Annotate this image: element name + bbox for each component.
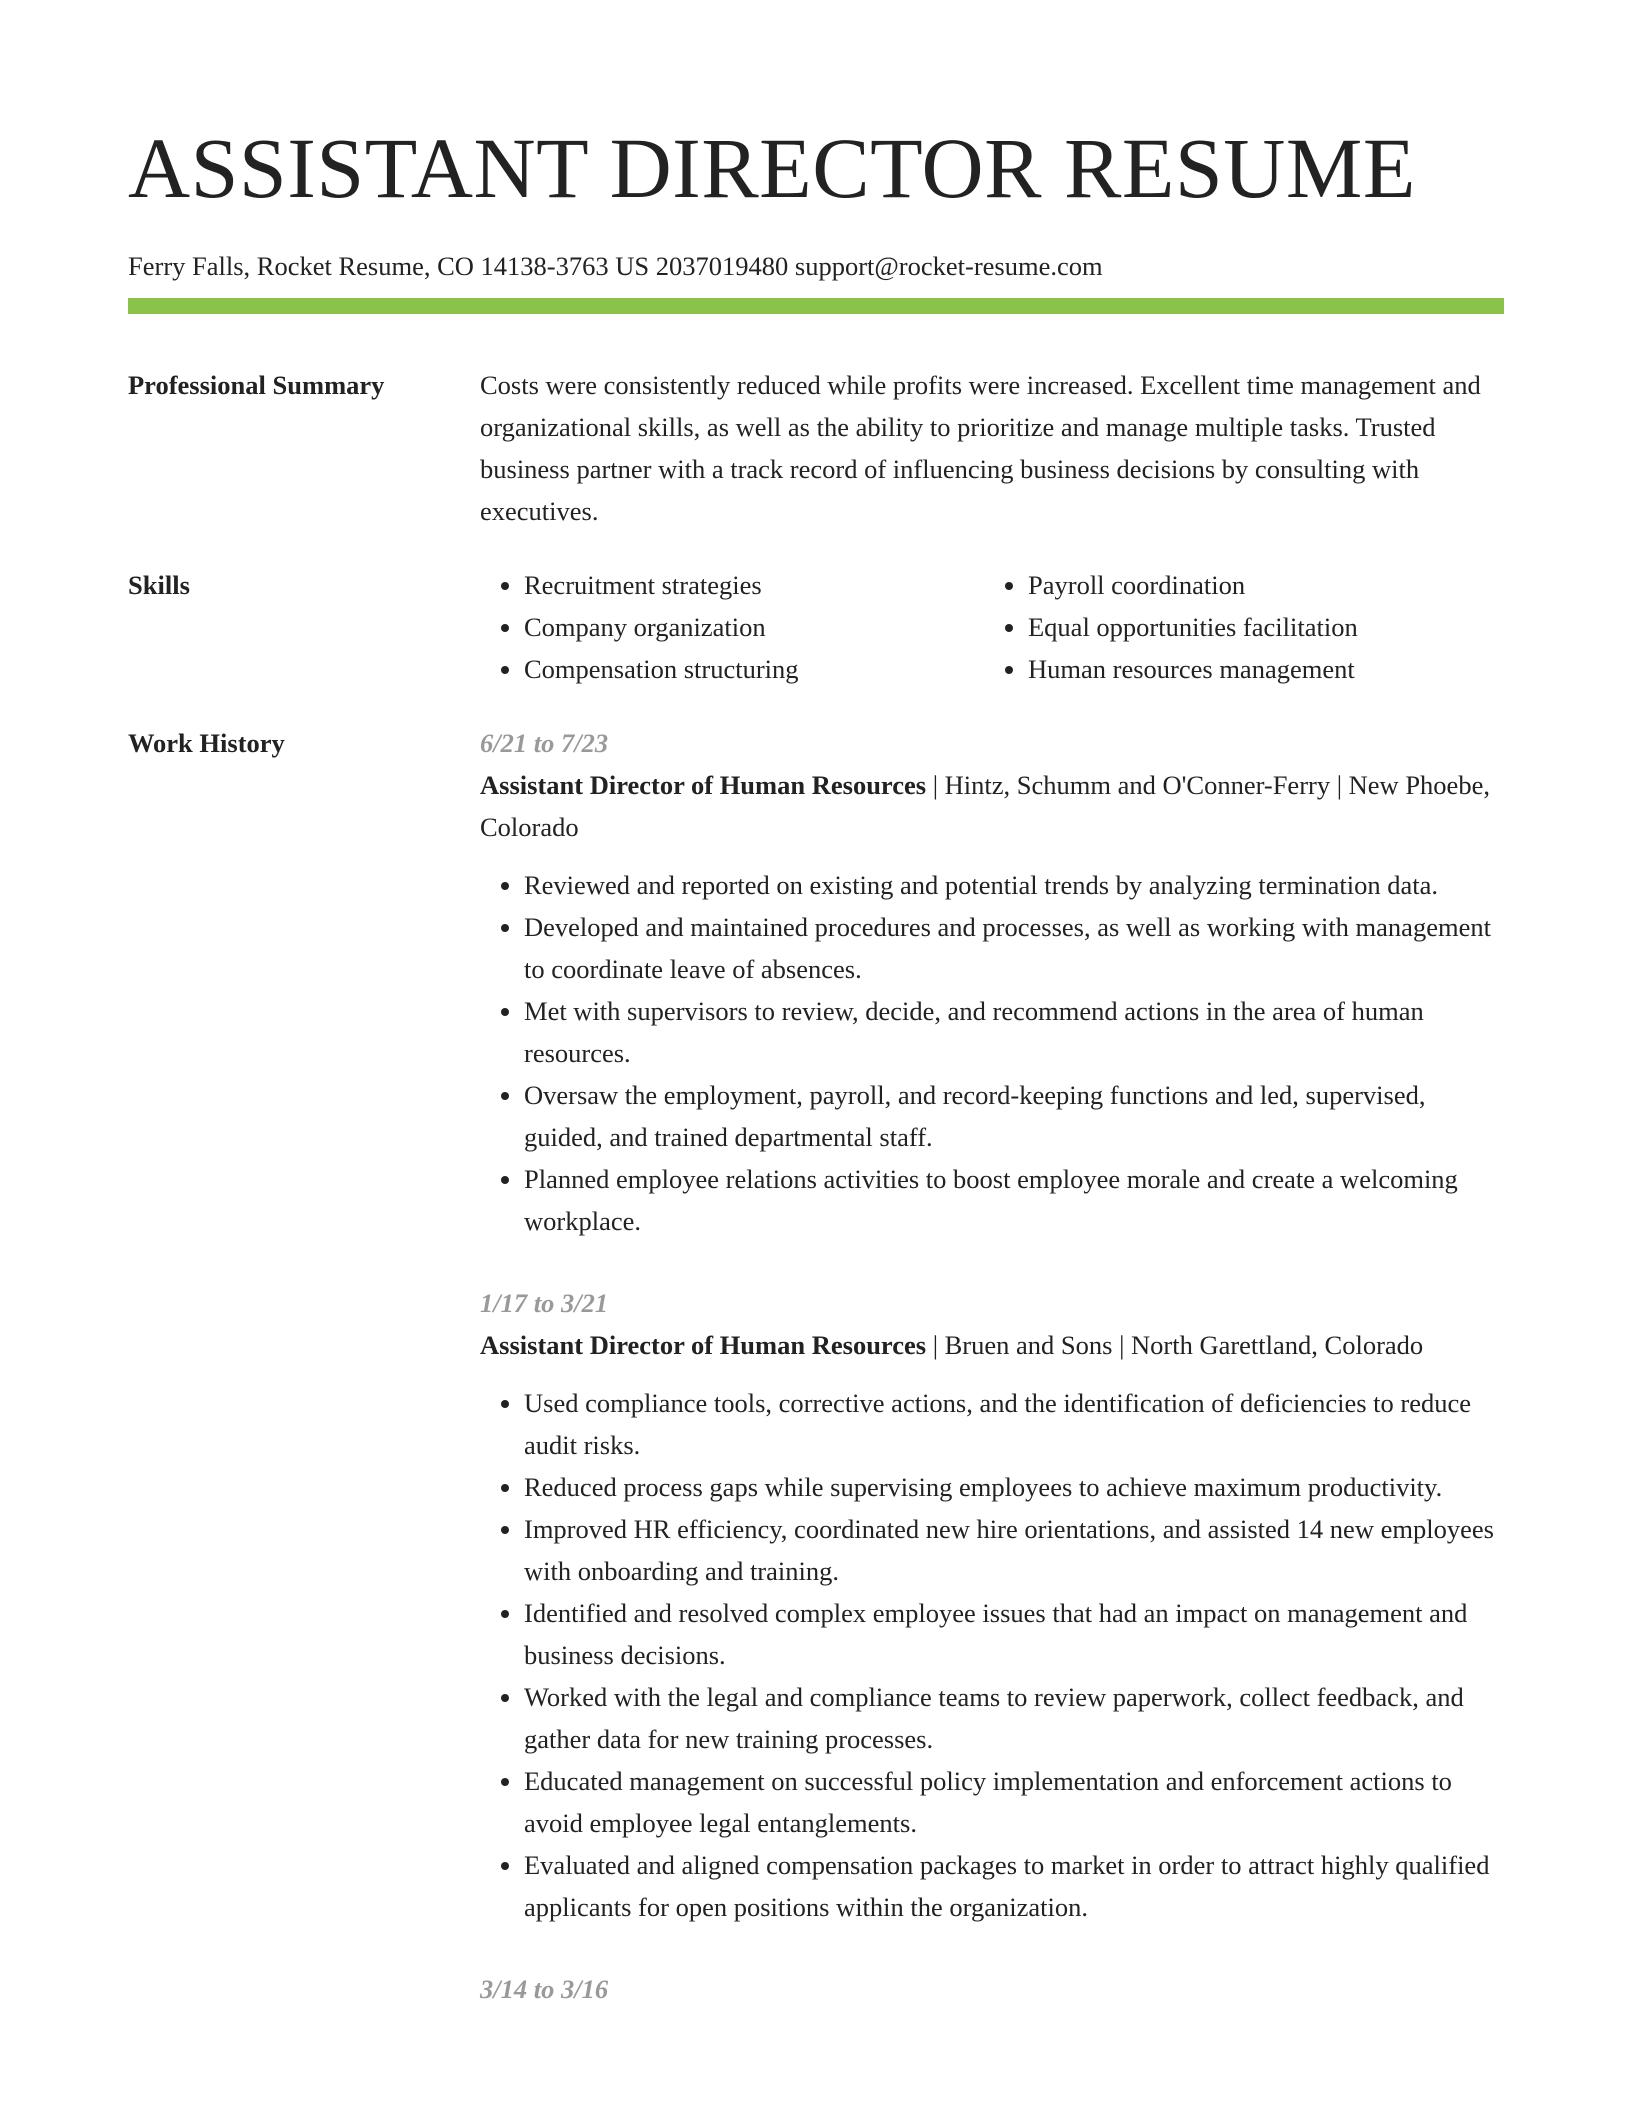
accent-divider xyxy=(128,298,1504,314)
job-bullet: • Evaluated and aligned compensation packages to market in order to attract highly qualified applicants for open positions within the organization. xyxy=(524,1844,1504,1928)
skill-item: • Recruitment strategies xyxy=(524,564,984,606)
section-heading: Work History xyxy=(128,728,285,758)
skills-list xyxy=(480,564,1504,690)
job-entry xyxy=(480,722,1504,1242)
job-header xyxy=(480,1324,1504,1366)
job-bullet: • Met with supervisors to review, decide, and recommend actions in the area of human resources. xyxy=(524,990,1504,1074)
skills-column-left xyxy=(480,564,984,690)
job-details: | Bruen and Sons | North Garettland, Colorado xyxy=(926,1330,1424,1360)
job-bullet: • Used compliance tools, corrective actions, and the identification of deficiencies to reduce audit risks. xyxy=(524,1382,1504,1466)
job-details: | Hintz, Schumm and O'Conner-Ferry | New Phoebe, Colorado xyxy=(480,770,1490,842)
summary-text: Costs were consistently reduced while profits were increased. Excellent time management and organizational skills, as well as the ability to prioritize and manage multiple tasks. Trusted business partner with a track record of influencing business decisions by consulting with executives. xyxy=(480,370,1481,526)
skills-section xyxy=(128,564,1504,690)
job-bullet: • Worked with the legal and compliance teams to review paperwork, collect feedback, and gather data for new training processes. xyxy=(524,1676,1504,1760)
job-bullet: • Identified and resolved complex employee issues that had an impact on management and business decisions. xyxy=(524,1592,1504,1676)
skill-item: • Compensation structuring xyxy=(524,648,984,690)
skill-item: • Company organization xyxy=(524,606,984,648)
job-bullets xyxy=(480,1382,1504,1928)
skill-item: • Equal opportunities facilitation xyxy=(1028,606,1488,648)
section-heading: Professional Summary xyxy=(128,370,385,400)
section-heading: Skills xyxy=(128,570,190,600)
job-bullet: • Improved HR efficiency, coordinated new hire orientations, and assisted 14 new employees with onboarding and training. xyxy=(524,1508,1504,1592)
resume-page xyxy=(128,0,1504,2050)
job-bullet: • Educated management on successful policy implementation and enforcement actions to avoid employee legal entanglements. xyxy=(524,1760,1504,1844)
skill-item: • Human resources management xyxy=(1028,648,1488,690)
job-bullets xyxy=(480,864,1504,1242)
job-dates: 6/21 to 7/23 xyxy=(480,728,609,758)
job-dates: 1/17 to 3/21 xyxy=(480,1288,609,1318)
job-bullet: • Planned employee relations activities to boost employee morale and create a welcoming workplace. xyxy=(524,1158,1504,1242)
contact-line: Ferry Falls, Rocket Resume, CO 14138-3763 US 2037019480 support@rocket-resume.com xyxy=(128,251,1103,281)
work-history-section xyxy=(128,722,1504,2050)
job-title: Assistant Director of Human Resources xyxy=(480,770,927,800)
job-dates: 3/14 to 3/16 xyxy=(480,1974,609,2004)
job-entry xyxy=(480,1282,1504,1928)
job-title: Assistant Director of Human Resources xyxy=(480,1330,927,1360)
job-bullet: • Developed and maintained procedures and processes, as well as working with management to coordinate leave of absences. xyxy=(524,906,1504,990)
professional-summary-section xyxy=(128,364,1504,532)
skills-column-right xyxy=(984,564,1488,690)
job-header xyxy=(480,764,1504,848)
job-bullet: • Reduced process gaps while supervising employees to achieve maximum productivity. xyxy=(524,1466,1504,1508)
work-history-list xyxy=(480,722,1504,2050)
job-bullet: • Oversaw the employment, payroll, and record-keeping functions and led, supervised, guided, and trained departmental staff. xyxy=(524,1074,1504,1158)
job-bullet: • Reviewed and reported on existing and potential trends by analyzing termination data. xyxy=(524,864,1504,906)
job-entry xyxy=(480,1968,1504,2010)
skill-item: • Payroll coordination xyxy=(1028,564,1488,606)
resume-title: ASSISTANT DIRECTOR RESUME xyxy=(128,120,1416,216)
